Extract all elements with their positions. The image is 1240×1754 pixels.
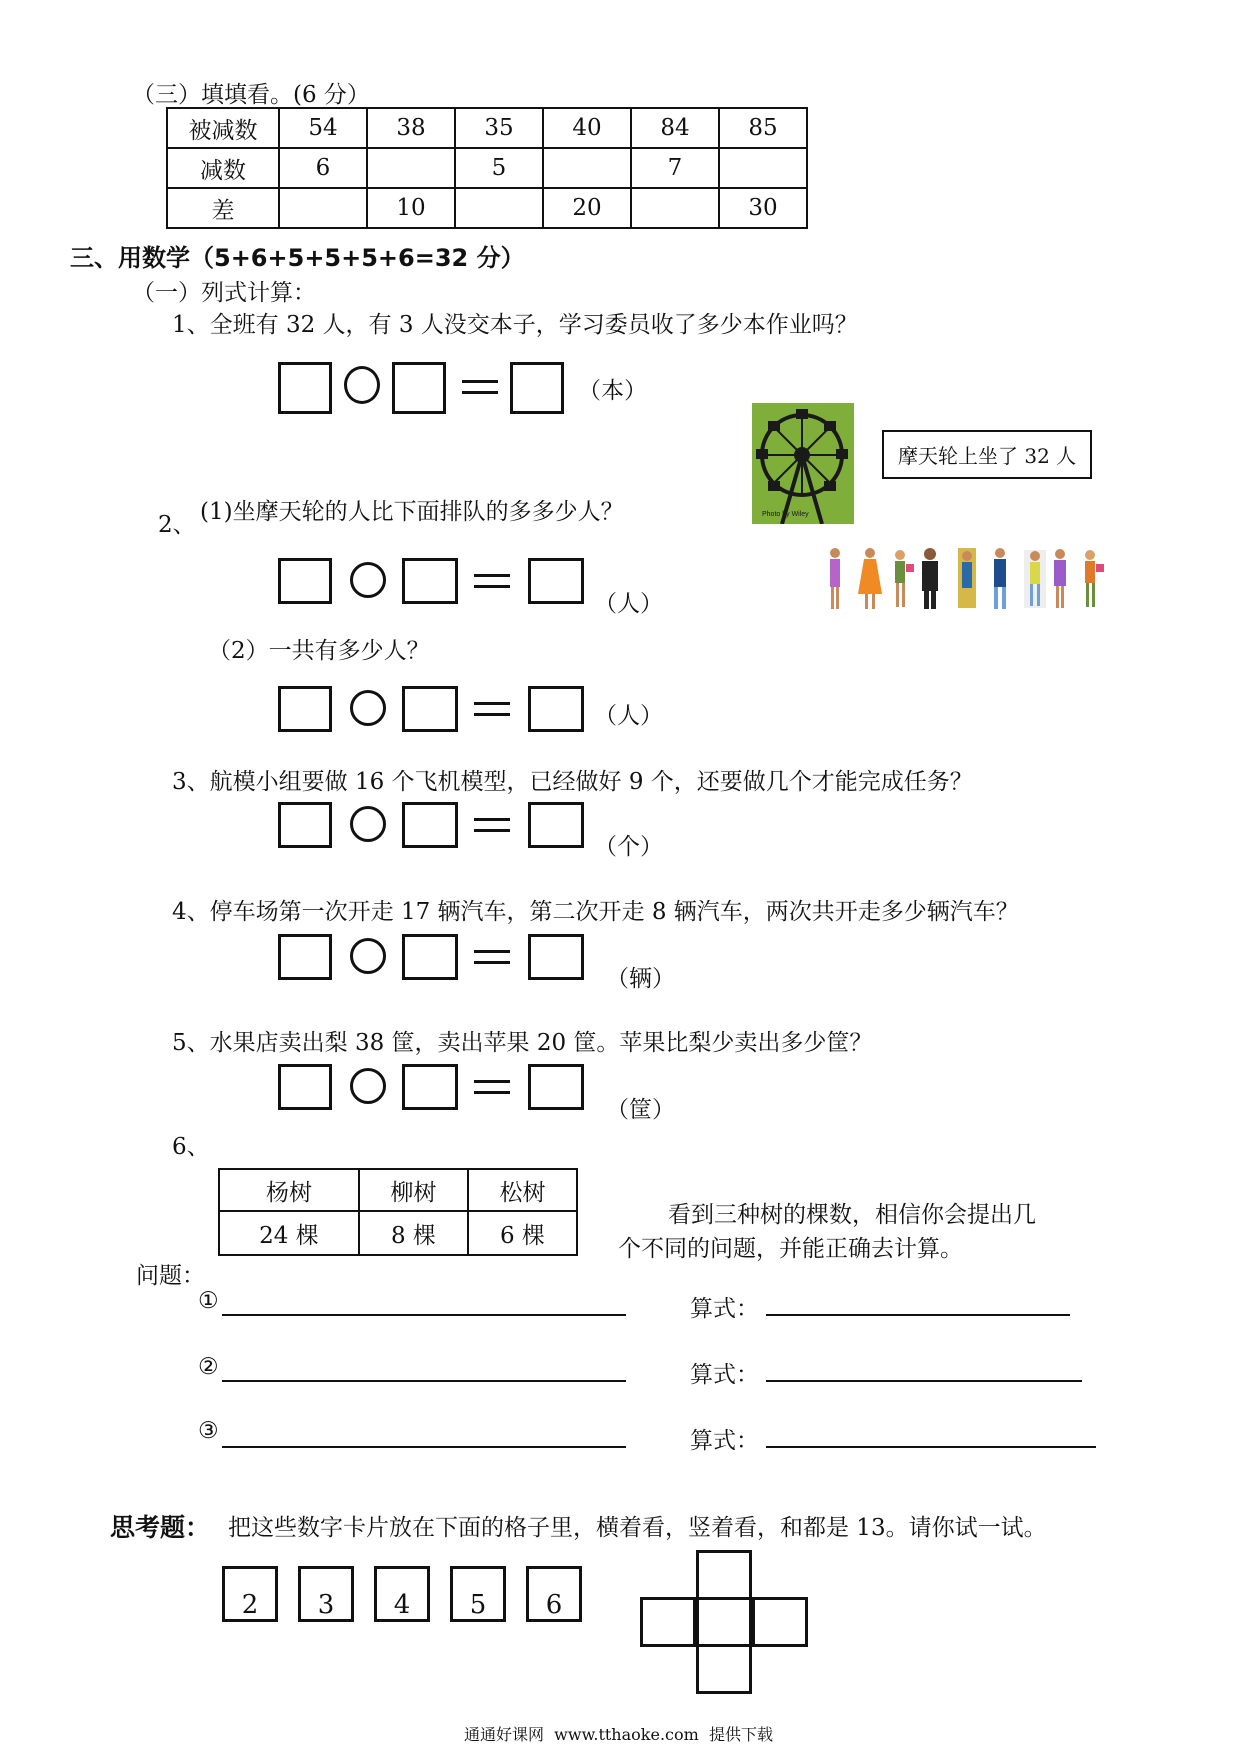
table-cell: 54 bbox=[279, 108, 367, 148]
page-footer: 通通好课网 www.tthaoke.com 提供下载 bbox=[464, 1725, 773, 1744]
table-cell: 30 bbox=[719, 188, 807, 228]
formula-answer-line[interactable] bbox=[766, 1446, 1096, 1448]
question-marker: ③ bbox=[198, 1418, 219, 1444]
unit-label: （个） bbox=[594, 834, 663, 860]
operator-circle[interactable] bbox=[344, 366, 380, 404]
equals-sign bbox=[474, 818, 510, 832]
question-answer-line[interactable] bbox=[222, 1446, 626, 1448]
table-cell: 5 bbox=[455, 148, 543, 188]
table-cell: 20 bbox=[543, 188, 631, 228]
table-cell: 7 bbox=[631, 148, 719, 188]
answer-box[interactable] bbox=[278, 558, 332, 604]
table-cell bbox=[455, 188, 543, 228]
table-row-label: 被减数 bbox=[167, 108, 279, 148]
question-4: 4、停车场第一次开走 17 辆汽车，第二次开走 8 辆汽车，两次共开走多少辆汽车？ bbox=[172, 899, 1019, 925]
answer-box[interactable] bbox=[402, 802, 458, 848]
table-cell: 38 bbox=[367, 108, 455, 148]
answer-box[interactable] bbox=[278, 802, 332, 848]
operator-circle[interactable] bbox=[350, 806, 386, 842]
table-cell bbox=[543, 148, 631, 188]
answer-box[interactable] bbox=[528, 558, 584, 604]
table-cell bbox=[367, 148, 455, 188]
question-2-part1: (1)坐摩天轮的人比下面排队的多多少人？ bbox=[200, 499, 624, 525]
tree-count-table bbox=[218, 1168, 578, 1256]
answer-box[interactable] bbox=[510, 362, 564, 414]
answer-box[interactable] bbox=[528, 802, 584, 848]
tree-header: 松树 bbox=[468, 1169, 577, 1211]
answer-box[interactable] bbox=[528, 1064, 584, 1110]
question-1: 1、全班有 32 人，有 3 人没交本子，学习委员收了多少本作业吗？ bbox=[172, 312, 858, 338]
question-answer-line[interactable] bbox=[222, 1380, 626, 1382]
answer-box[interactable] bbox=[392, 362, 446, 414]
question-marker: ② bbox=[198, 1354, 219, 1380]
grid-cell-bottom[interactable] bbox=[696, 1644, 752, 1694]
unit-label: （辆） bbox=[606, 966, 675, 992]
grid-cell-left[interactable] bbox=[640, 1597, 696, 1647]
unit-label: （筐） bbox=[606, 1097, 675, 1123]
answer-box[interactable] bbox=[278, 362, 332, 414]
question-6-number: 6、 bbox=[172, 1134, 210, 1160]
tree-header: 柳树 bbox=[359, 1169, 468, 1211]
answer-box[interactable] bbox=[402, 1064, 458, 1110]
tree-count: 8 棵 bbox=[359, 1211, 468, 1255]
unit-label: （人） bbox=[594, 591, 663, 617]
grid-cell-center[interactable] bbox=[696, 1597, 752, 1647]
table-cell: 85 bbox=[719, 108, 807, 148]
equals-sign bbox=[474, 702, 510, 716]
sub-heading-calc: （一）列式计算： bbox=[132, 280, 316, 306]
table-cell: 10 bbox=[367, 188, 455, 228]
ferris-wheel-icon bbox=[752, 403, 854, 524]
formula-label: 算式： bbox=[690, 1362, 759, 1388]
equals-sign bbox=[462, 380, 498, 394]
q6-prompt-line2: 个不同的问题，并能正确去计算。 bbox=[618, 1236, 963, 1262]
thinking-label: 思考题： bbox=[110, 1513, 211, 1542]
question-3: 3、航模小组要做 16 个飞机模型，已经做好 9 个，还要做几个才能完成任务？ bbox=[172, 769, 973, 795]
question-2-number: 2、 bbox=[158, 512, 196, 538]
formula-answer-line[interactable] bbox=[766, 1380, 1082, 1382]
equals-sign bbox=[474, 1080, 510, 1094]
answer-box[interactable] bbox=[278, 1064, 332, 1110]
operator-circle[interactable] bbox=[350, 562, 386, 598]
table-cell: 35 bbox=[455, 108, 543, 148]
number-card[interactable]: 5 bbox=[450, 1566, 506, 1622]
question-2-part2: （2）一共有多少人？ bbox=[208, 638, 430, 664]
answer-box[interactable] bbox=[528, 934, 584, 980]
question-marker: ① bbox=[198, 1288, 219, 1314]
q6-prompt-line1: 看到三种树的棵数，相信你会提出几 bbox=[668, 1202, 1036, 1228]
answer-box[interactable] bbox=[402, 934, 458, 980]
table-cell: 40 bbox=[543, 108, 631, 148]
table-cell bbox=[279, 188, 367, 228]
thinking-text: 把这些数字卡片放在下面的格子里，横着看，竖着看，和都是 13。请你试一试。 bbox=[228, 1515, 1047, 1541]
tree-count: 24 棵 bbox=[219, 1211, 359, 1255]
number-card[interactable]: 2 bbox=[222, 1566, 278, 1622]
table-cell bbox=[631, 188, 719, 228]
question-5: 5、水果店卖出梨 38 筐，卖出苹果 20 筐。苹果比梨少卖出多少筐？ bbox=[172, 1030, 873, 1056]
number-card[interactable]: 3 bbox=[298, 1566, 354, 1622]
part3-heading: 三、用数学（5+6+5+5+5+6=32 分） bbox=[70, 244, 525, 272]
equals-sign bbox=[474, 574, 510, 588]
table-cell bbox=[719, 148, 807, 188]
photo-caption: Photo by Wiley bbox=[762, 511, 809, 518]
grid-cell-top[interactable] bbox=[696, 1550, 752, 1600]
question-label: 问题： bbox=[136, 1263, 205, 1289]
equals-sign bbox=[474, 950, 510, 964]
answer-box[interactable] bbox=[278, 686, 332, 732]
people-icon bbox=[824, 546, 1136, 612]
ferris-wheel-label: 摩天轮上坐了 32 人 bbox=[882, 430, 1092, 479]
answer-box[interactable] bbox=[278, 934, 332, 980]
question-answer-line[interactable] bbox=[222, 1314, 626, 1316]
answer-box[interactable] bbox=[402, 686, 458, 732]
answer-box[interactable] bbox=[528, 686, 584, 732]
answer-box[interactable] bbox=[402, 558, 458, 604]
tree-header: 杨树 bbox=[219, 1169, 359, 1211]
table-cell: 6 bbox=[279, 148, 367, 188]
subtraction-table bbox=[166, 107, 808, 229]
operator-circle[interactable] bbox=[350, 690, 386, 726]
unit-label: （人） bbox=[594, 703, 663, 729]
number-card[interactable]: 6 bbox=[526, 1566, 582, 1622]
unit-label: （本） bbox=[578, 378, 647, 404]
operator-circle[interactable] bbox=[350, 1068, 386, 1104]
table-row-label: 减数 bbox=[167, 148, 279, 188]
formula-label: 算式： bbox=[690, 1428, 759, 1454]
ferris-wheel-image bbox=[752, 403, 854, 524]
formula-answer-line[interactable] bbox=[766, 1314, 1070, 1316]
formula-label: 算式： bbox=[690, 1296, 759, 1322]
number-card[interactable]: 4 bbox=[374, 1566, 430, 1622]
table-cell: 84 bbox=[631, 108, 719, 148]
tree-count: 6 棵 bbox=[468, 1211, 577, 1255]
grid-cell-right[interactable] bbox=[752, 1597, 808, 1647]
table-row-label: 差 bbox=[167, 188, 279, 228]
fill-section-title: （三）填填看。(6 分） bbox=[132, 82, 370, 108]
operator-circle[interactable] bbox=[350, 938, 386, 974]
